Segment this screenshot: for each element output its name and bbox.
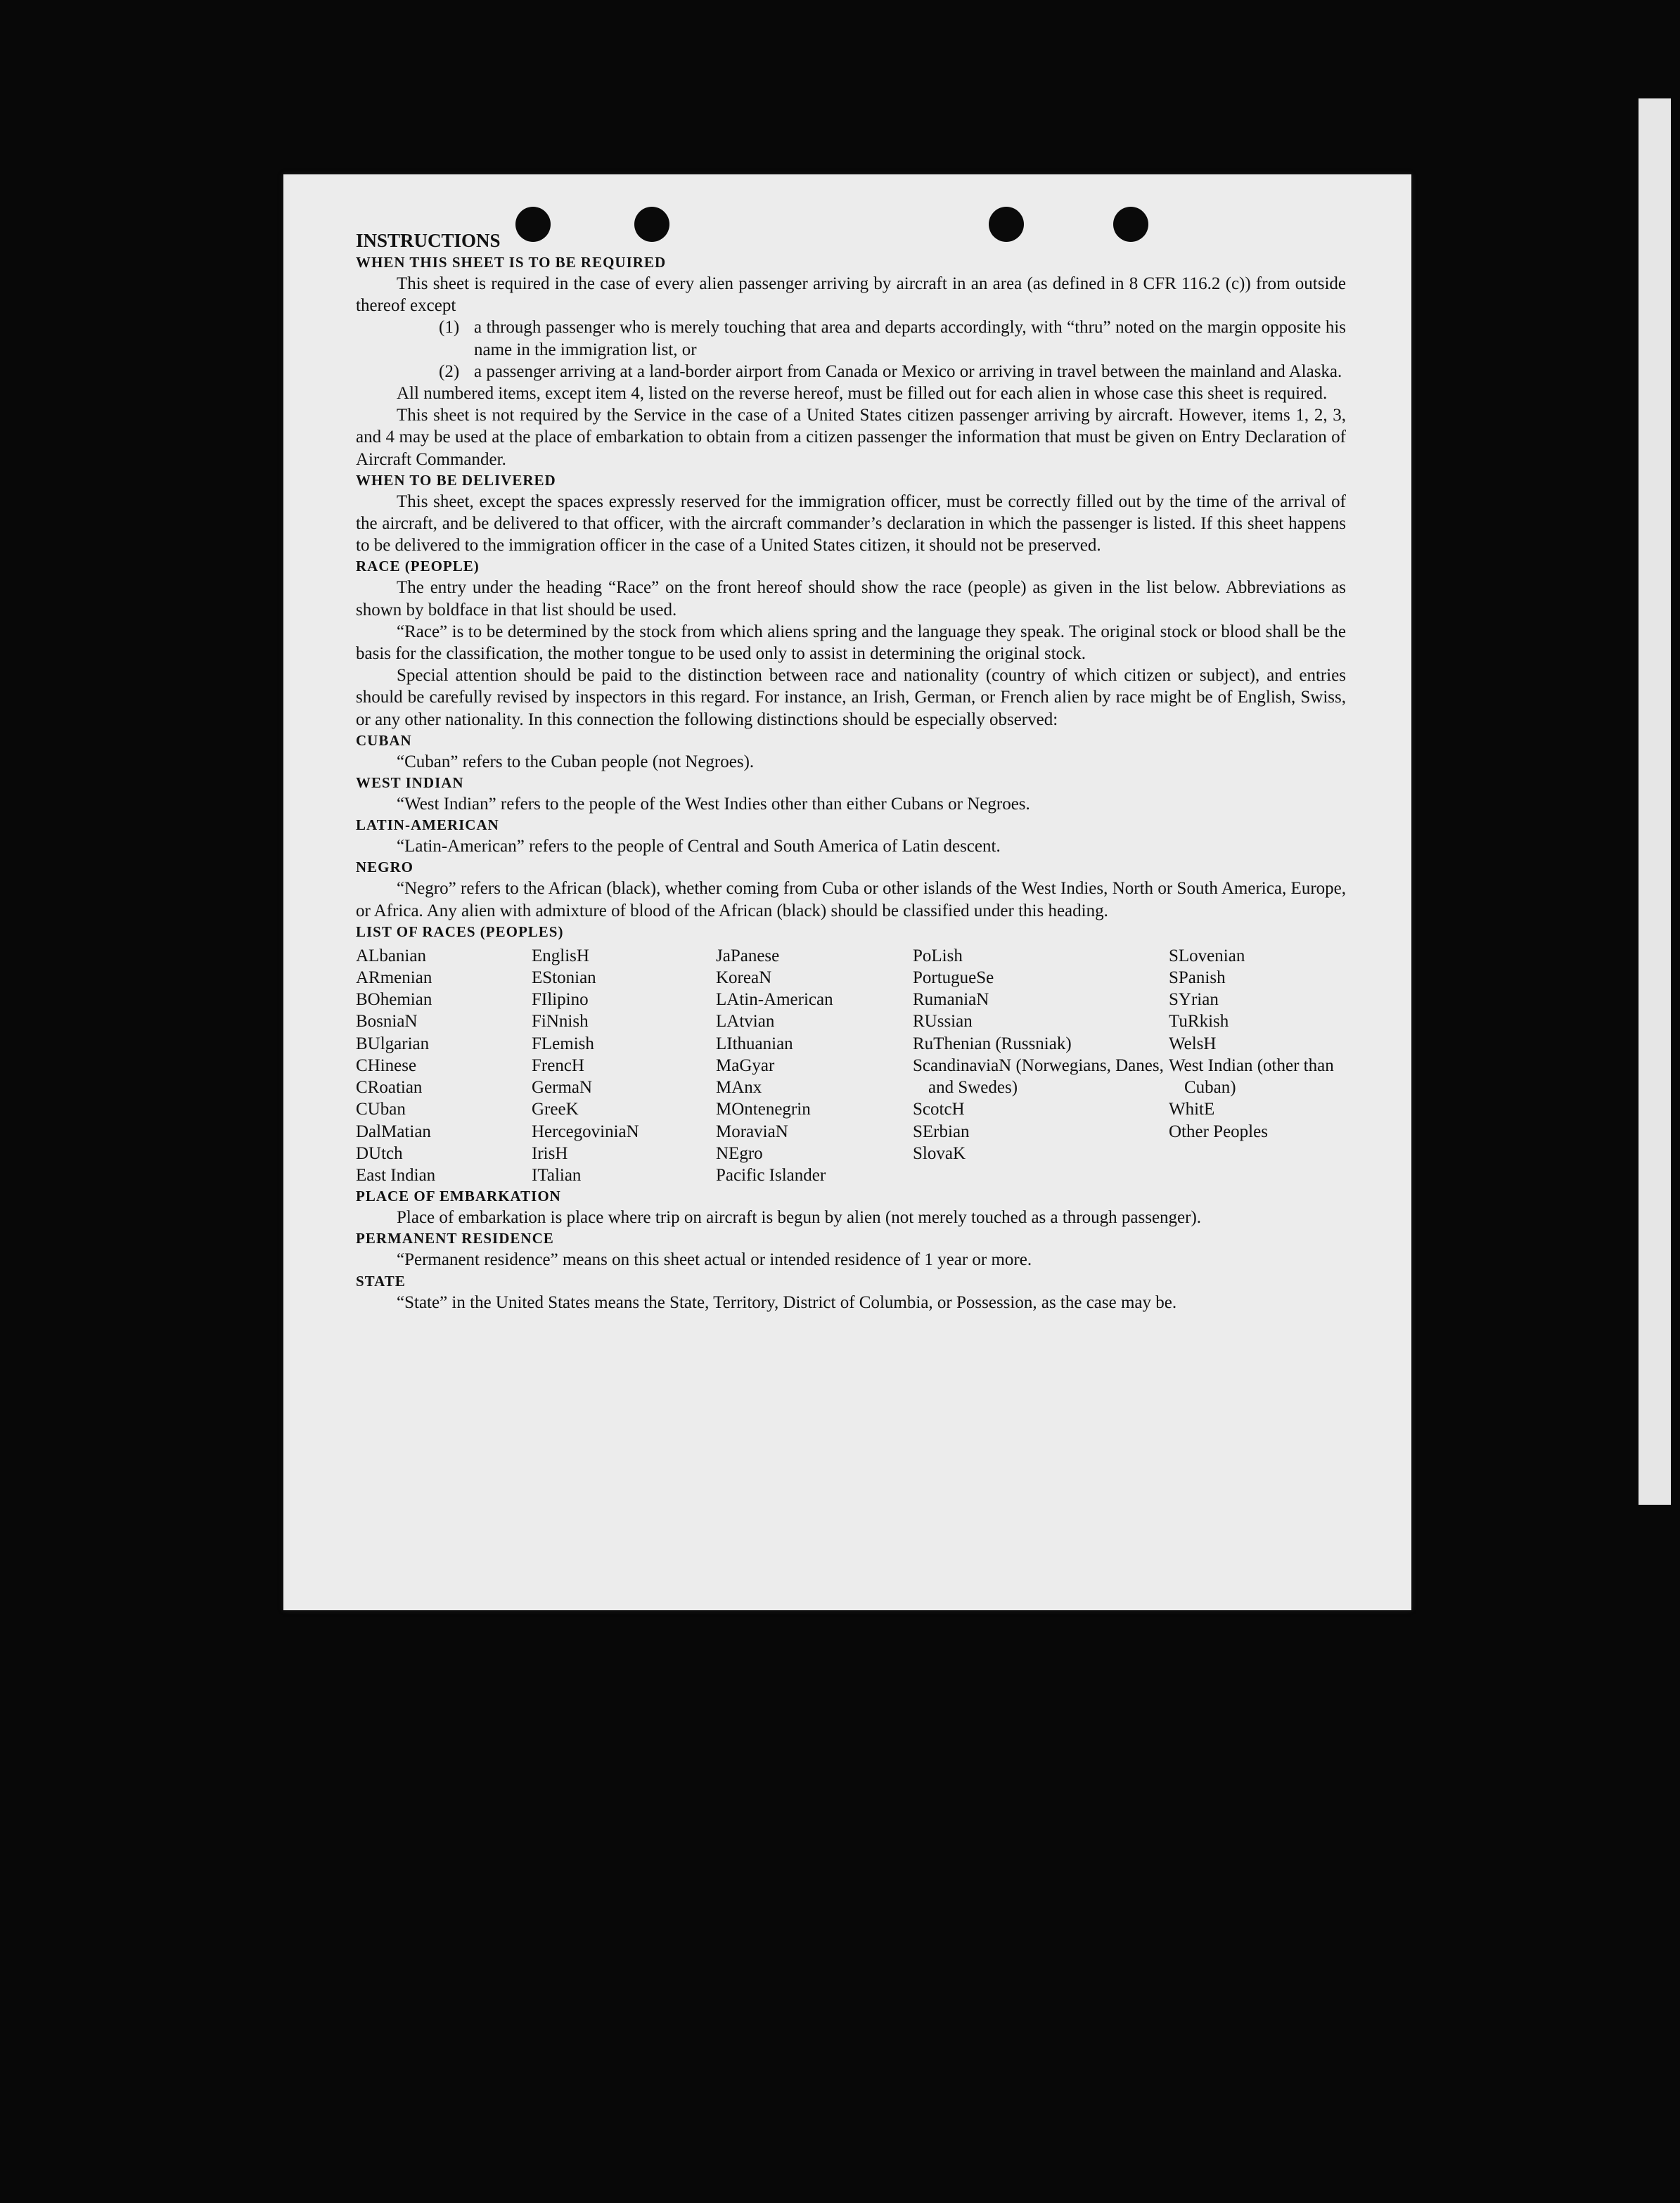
race-list-item: HercegoviniaN [532, 1122, 639, 1141]
page-title: INSTRUCTIONS [356, 230, 501, 251]
race-list-item: IrisH [532, 1143, 568, 1163]
race-list-item: WelsH [1169, 1034, 1217, 1053]
race-list-item: BosniaN [356, 1012, 418, 1032]
race-column [913, 945, 1169, 1186]
race-list-item: DalMatian [356, 1122, 431, 1141]
exception-text: a passenger arriving at a land-border airport from Canada or Mexico or arriving in travel between the mainland and Alaska. [474, 361, 1342, 381]
race-list-item: BUlgarian [356, 1034, 430, 1053]
race-list-item: CRoatian [356, 1078, 423, 1098]
race-list-item: CUban [356, 1100, 406, 1119]
race-list-item: GreeK [532, 1100, 579, 1119]
paragraph-latin-american: “Latin-American” refers to the people of Central and South America of Latin descent. [397, 837, 1001, 856]
race-list-item: Pacific Islander [716, 1165, 826, 1185]
race-list-item: SLovenian [1169, 946, 1245, 965]
paragraph-delivered: This sheet, except the spaces expressly reserved for the immigration officer, must be correctly filled out by the time of the arrival of the aircraft, and be delivered to that officer, with the aircraft commander’s declaration in which the passenger is listed. If this sheet happens to be delivered to the immigration officer in the case of a United States citizen, it should not be preserved. [356, 492, 1346, 555]
exception-number: (1) [439, 318, 460, 338]
race-list-item: MoraviaN [716, 1122, 788, 1141]
race-list-item: West Indian (other than Cuban) [1169, 1055, 1334, 1098]
race-list-item: CHinese [356, 1055, 417, 1075]
race-list-item: FrencH [532, 1055, 584, 1075]
race-list-item: LAtvian [716, 1012, 775, 1032]
race-list-item: TuRkish [1169, 1012, 1229, 1032]
paragraph-residence: “Permanent residence” means on this sheet actual or intended residence of 1 year or more. [397, 1250, 1032, 1270]
race-list-item: NEgro [716, 1143, 763, 1163]
race-list-item: RuThenian (Russniak) [913, 1034, 1072, 1053]
exception-text: a through passenger who is merely touching that area and departs accordingly, with “thru” noted on the margin opposite his name in the immigration list, or [474, 318, 1346, 359]
race-list-item: KoreaN [716, 968, 772, 988]
race-list-item: LIthuanian [716, 1034, 793, 1053]
race-list-item: ScotcH [913, 1100, 965, 1119]
race-list-item: SYrian [1169, 990, 1219, 1010]
race-list-item: BOhemian [356, 990, 432, 1010]
section-heading-race: RACE (PEOPLE) [356, 558, 480, 575]
race-list-item: ARmenian [356, 968, 432, 988]
race-list-item: RUssian [913, 1012, 973, 1032]
race-column [356, 945, 532, 1186]
exception-number: (2) [439, 361, 460, 381]
race-list-item: GermaN [532, 1078, 593, 1098]
race-list-item: RumaniaN [913, 990, 989, 1010]
race-list-item: ALbanian [356, 946, 426, 965]
race-list-item: Other Peoples [1169, 1122, 1268, 1141]
race-list-item: LAtin-American [716, 990, 833, 1010]
race-column [716, 945, 913, 1186]
section-heading-state: STATE [356, 1272, 406, 1290]
race-list-item: MaGyar [716, 1055, 775, 1075]
race-list [356, 945, 1346, 1186]
race-list-item: FLemish [532, 1034, 594, 1053]
race-list-item: WhitE [1169, 1100, 1215, 1119]
exception-item-1 [356, 316, 1346, 360]
paragraph-negro: “Negro” refers to the African (black), whether coming from Cuba or other islands of the West Indies, North or South America, Europe, or Africa. Any alien with admixture of blood of the African (black) should be classified under this heading. [356, 879, 1346, 920]
section-heading-race-list: LIST OF RACES (PEOPLES) [356, 923, 564, 940]
race-list-item: ScandinaviaN (Norwegians, Danes, and Swedes) [913, 1055, 1164, 1098]
race-list-item: SErbian [913, 1122, 970, 1141]
paragraph-race-3: Special attention should be paid to the distinction between race and nationality (country of which citizen or subject), and entries should be carefully revised by inspectors in this regard. For instance, an Irish, German, or French alien by race might be of English, Swiss, or any other nationality. In this connection the following distinctions should be especially observed: [356, 666, 1346, 729]
paragraph-required-3: This sheet is not required by the Service in the case of a United States citizen passenger arriving by aircraft. However, items 1, 2, 3, and 4 may be used at the place of embarkation to obtain from a citizen passenger the information that must be given on Entry Declaration of Aircraft Commander. [356, 406, 1346, 469]
paragraph-embarkation: Place of embarkation is place where trip on aircraft is begun by alien (not merely touched as a through passenger). [397, 1208, 1202, 1228]
paragraph-west-indian: “West Indian” refers to the people of the West Indies other than either Cubans or Negroes. [397, 795, 1030, 814]
section-heading-delivered: WHEN TO BE DELIVERED [356, 471, 556, 489]
race-list-item: JaPanese [716, 946, 780, 965]
section-heading-required: WHEN THIS SHEET IS TO BE REQUIRED [356, 254, 667, 271]
instructions-content [356, 229, 1346, 1314]
paragraph-required-2: All numbered items, except item 4, listed on the reverse hereof, must be filled out for each alien in whose case this sheet is required. [397, 384, 1328, 404]
paragraph-cuban: “Cuban” refers to the Cuban people (not Negroes). [397, 752, 755, 771]
paragraph-race-1: The entry under the heading “Race” on the front hereof should show the race (people) as given in the list below. Abbreviations as shown by boldface in that list should be used. [356, 578, 1346, 619]
race-list-item: ITalian [532, 1165, 582, 1185]
race-list-item: DUtch [356, 1143, 403, 1163]
section-heading-embarkation: PLACE OF EMBARKATION [356, 1188, 561, 1205]
paragraph-required-1: This sheet is required in the case of every alien passenger arriving by aircraft in an area (as defined in 8 CFR 116.2 (c)) from outside thereof except [356, 274, 1346, 316]
race-list-item: PoLish [913, 946, 963, 965]
section-heading-west-indian: WEST INDIAN [356, 774, 464, 792]
section-heading-latin-american: LATIN-AMERICAN [356, 816, 499, 834]
race-list-item: MOntenegrin [716, 1100, 811, 1119]
race-list-item: EStonian [532, 968, 596, 988]
race-list-item: FiNnish [532, 1012, 589, 1032]
section-heading-negro: NEGRO [356, 859, 414, 876]
section-heading-residence: PERMANENT RESIDENCE [356, 1230, 554, 1247]
race-list-item: MAnx [716, 1078, 762, 1098]
race-column [1169, 945, 1346, 1186]
race-column [532, 945, 716, 1186]
race-list-item: EnglisH [532, 946, 589, 965]
race-list-item: SlovaK [913, 1143, 966, 1163]
adjacent-page-edge [1639, 98, 1671, 1505]
paragraph-race-2: “Race” is to be determined by the stock from which aliens spring and the language they speak. The original stock or blood shall be the basis for the classification, the mother tongue to be used only to assist in determining the original stock. [356, 622, 1346, 664]
race-list-item: East Indian [356, 1165, 436, 1185]
exception-item-2 [356, 361, 1346, 383]
race-list-item: FIlipino [532, 990, 589, 1010]
race-list-item: SPanish [1169, 968, 1226, 988]
race-list-item: PortugueSe [913, 968, 994, 988]
section-heading-cuban: CUBAN [356, 731, 412, 749]
paragraph-state: “State” in the United States means the State, Territory, District of Columbia, or Possession, as the case may be. [397, 1292, 1177, 1312]
